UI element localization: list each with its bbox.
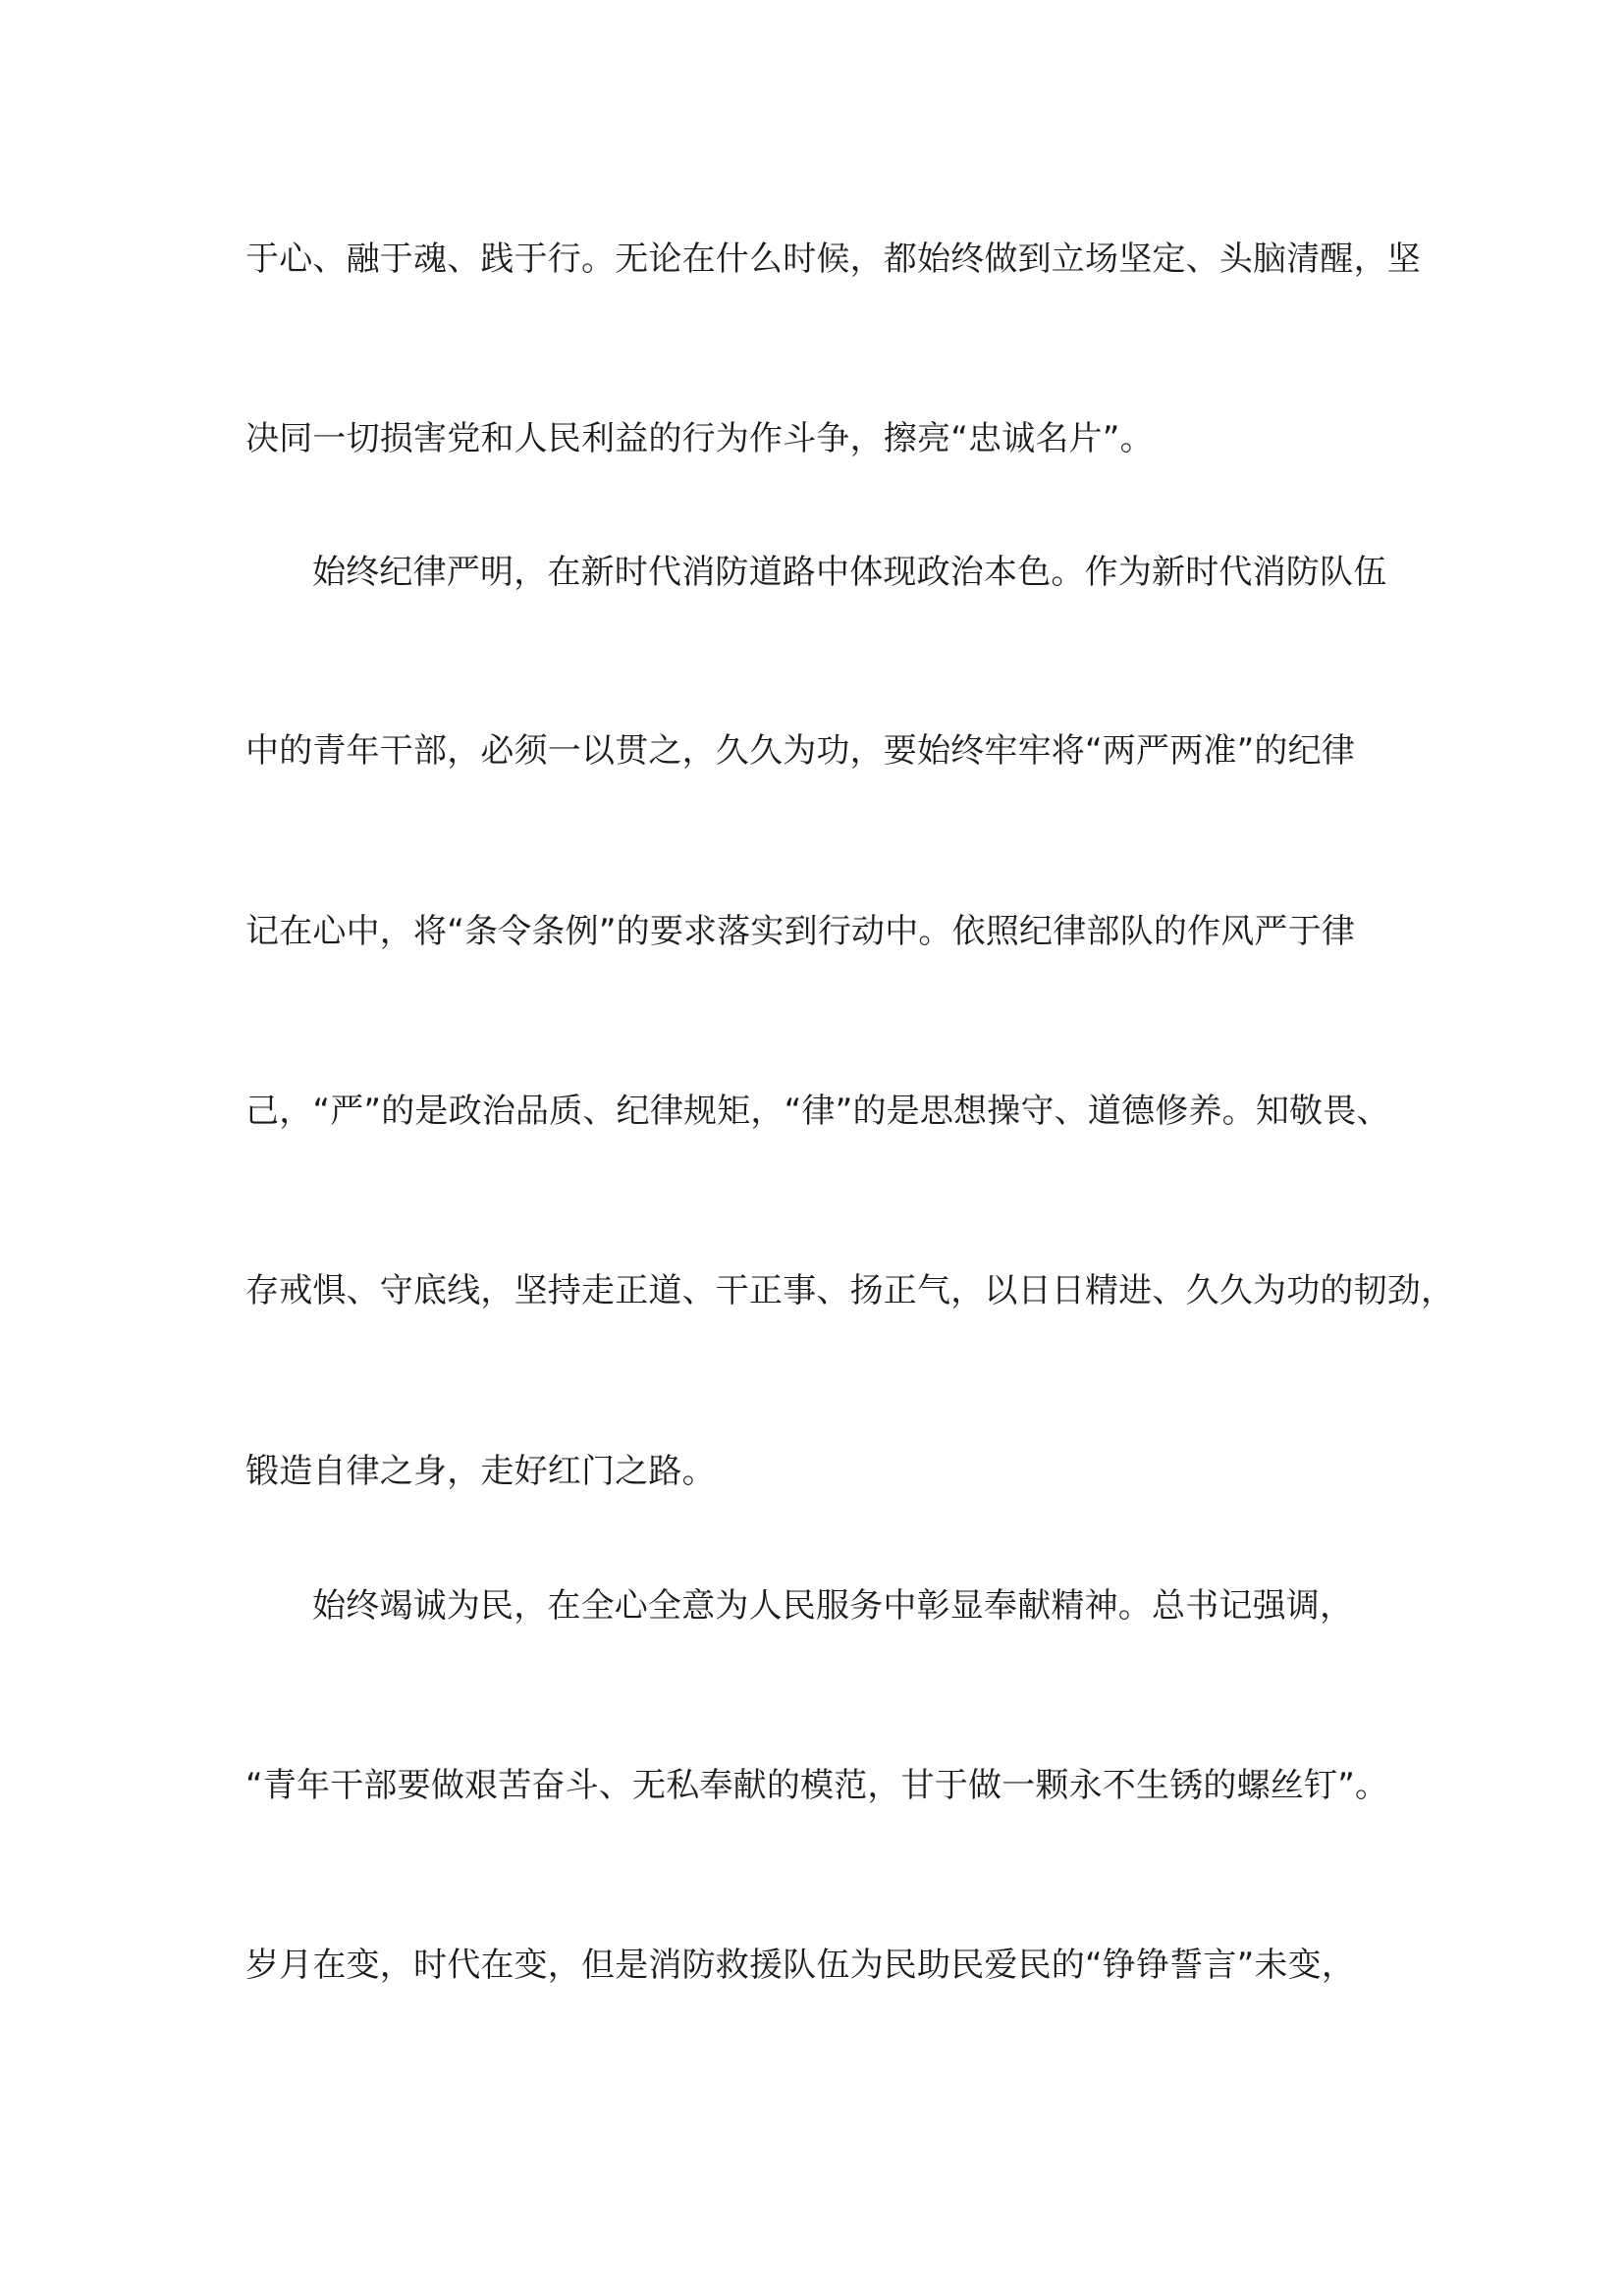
text-line: 锻造自律之身，走好红门之路。 [245,1452,716,1491]
text-line: 于心、融于魂、践于行。无论在什么时候，都始终做到立场坚定、头脑清醒，坚 [245,240,1421,279]
text-line: 记在心中，将“条令条例”的要求落实到行动中。依照纪律部队的作风严于律 [245,912,1356,951]
text-line: “青年干部要做艰苦奋斗、无私奉献的模范，甘于做一颗永不生锈的螺丝钉”。 [245,1766,1389,1805]
text-line: 岁月在变，时代在变，但是消防救援队伍为民助民爱民的“铮铮誓言”未变， [245,1946,1356,1985]
text-line: 己，“严”的是政治品质、纪律规矩，“律”的是思想操守、道德修养。知敬畏、 [245,1092,1390,1131]
text-line: 中的青年干部，必须一以贯之，久久为功，要始终牢牢将“两严两准”的纪律 [245,731,1356,771]
paragraph-start-line: 始终纪律严明，在新时代消防道路中体现政治本色。作为新时代消防队伍 [312,553,1387,592]
text-line: 决同一切损害党和人民利益的行为作斗争，擦亮“忠诚名片”。 [245,419,1154,458]
text-line: 存戒惧、守底线，坚持走正道、干正事、扬正气，以日日精进、久久为功的韧劲， [245,1271,1455,1310]
paragraph-start-line: 始终竭诚为民，在全心全意为人民服务中彰显奉献精神。总书记强调， [312,1586,1354,1626]
